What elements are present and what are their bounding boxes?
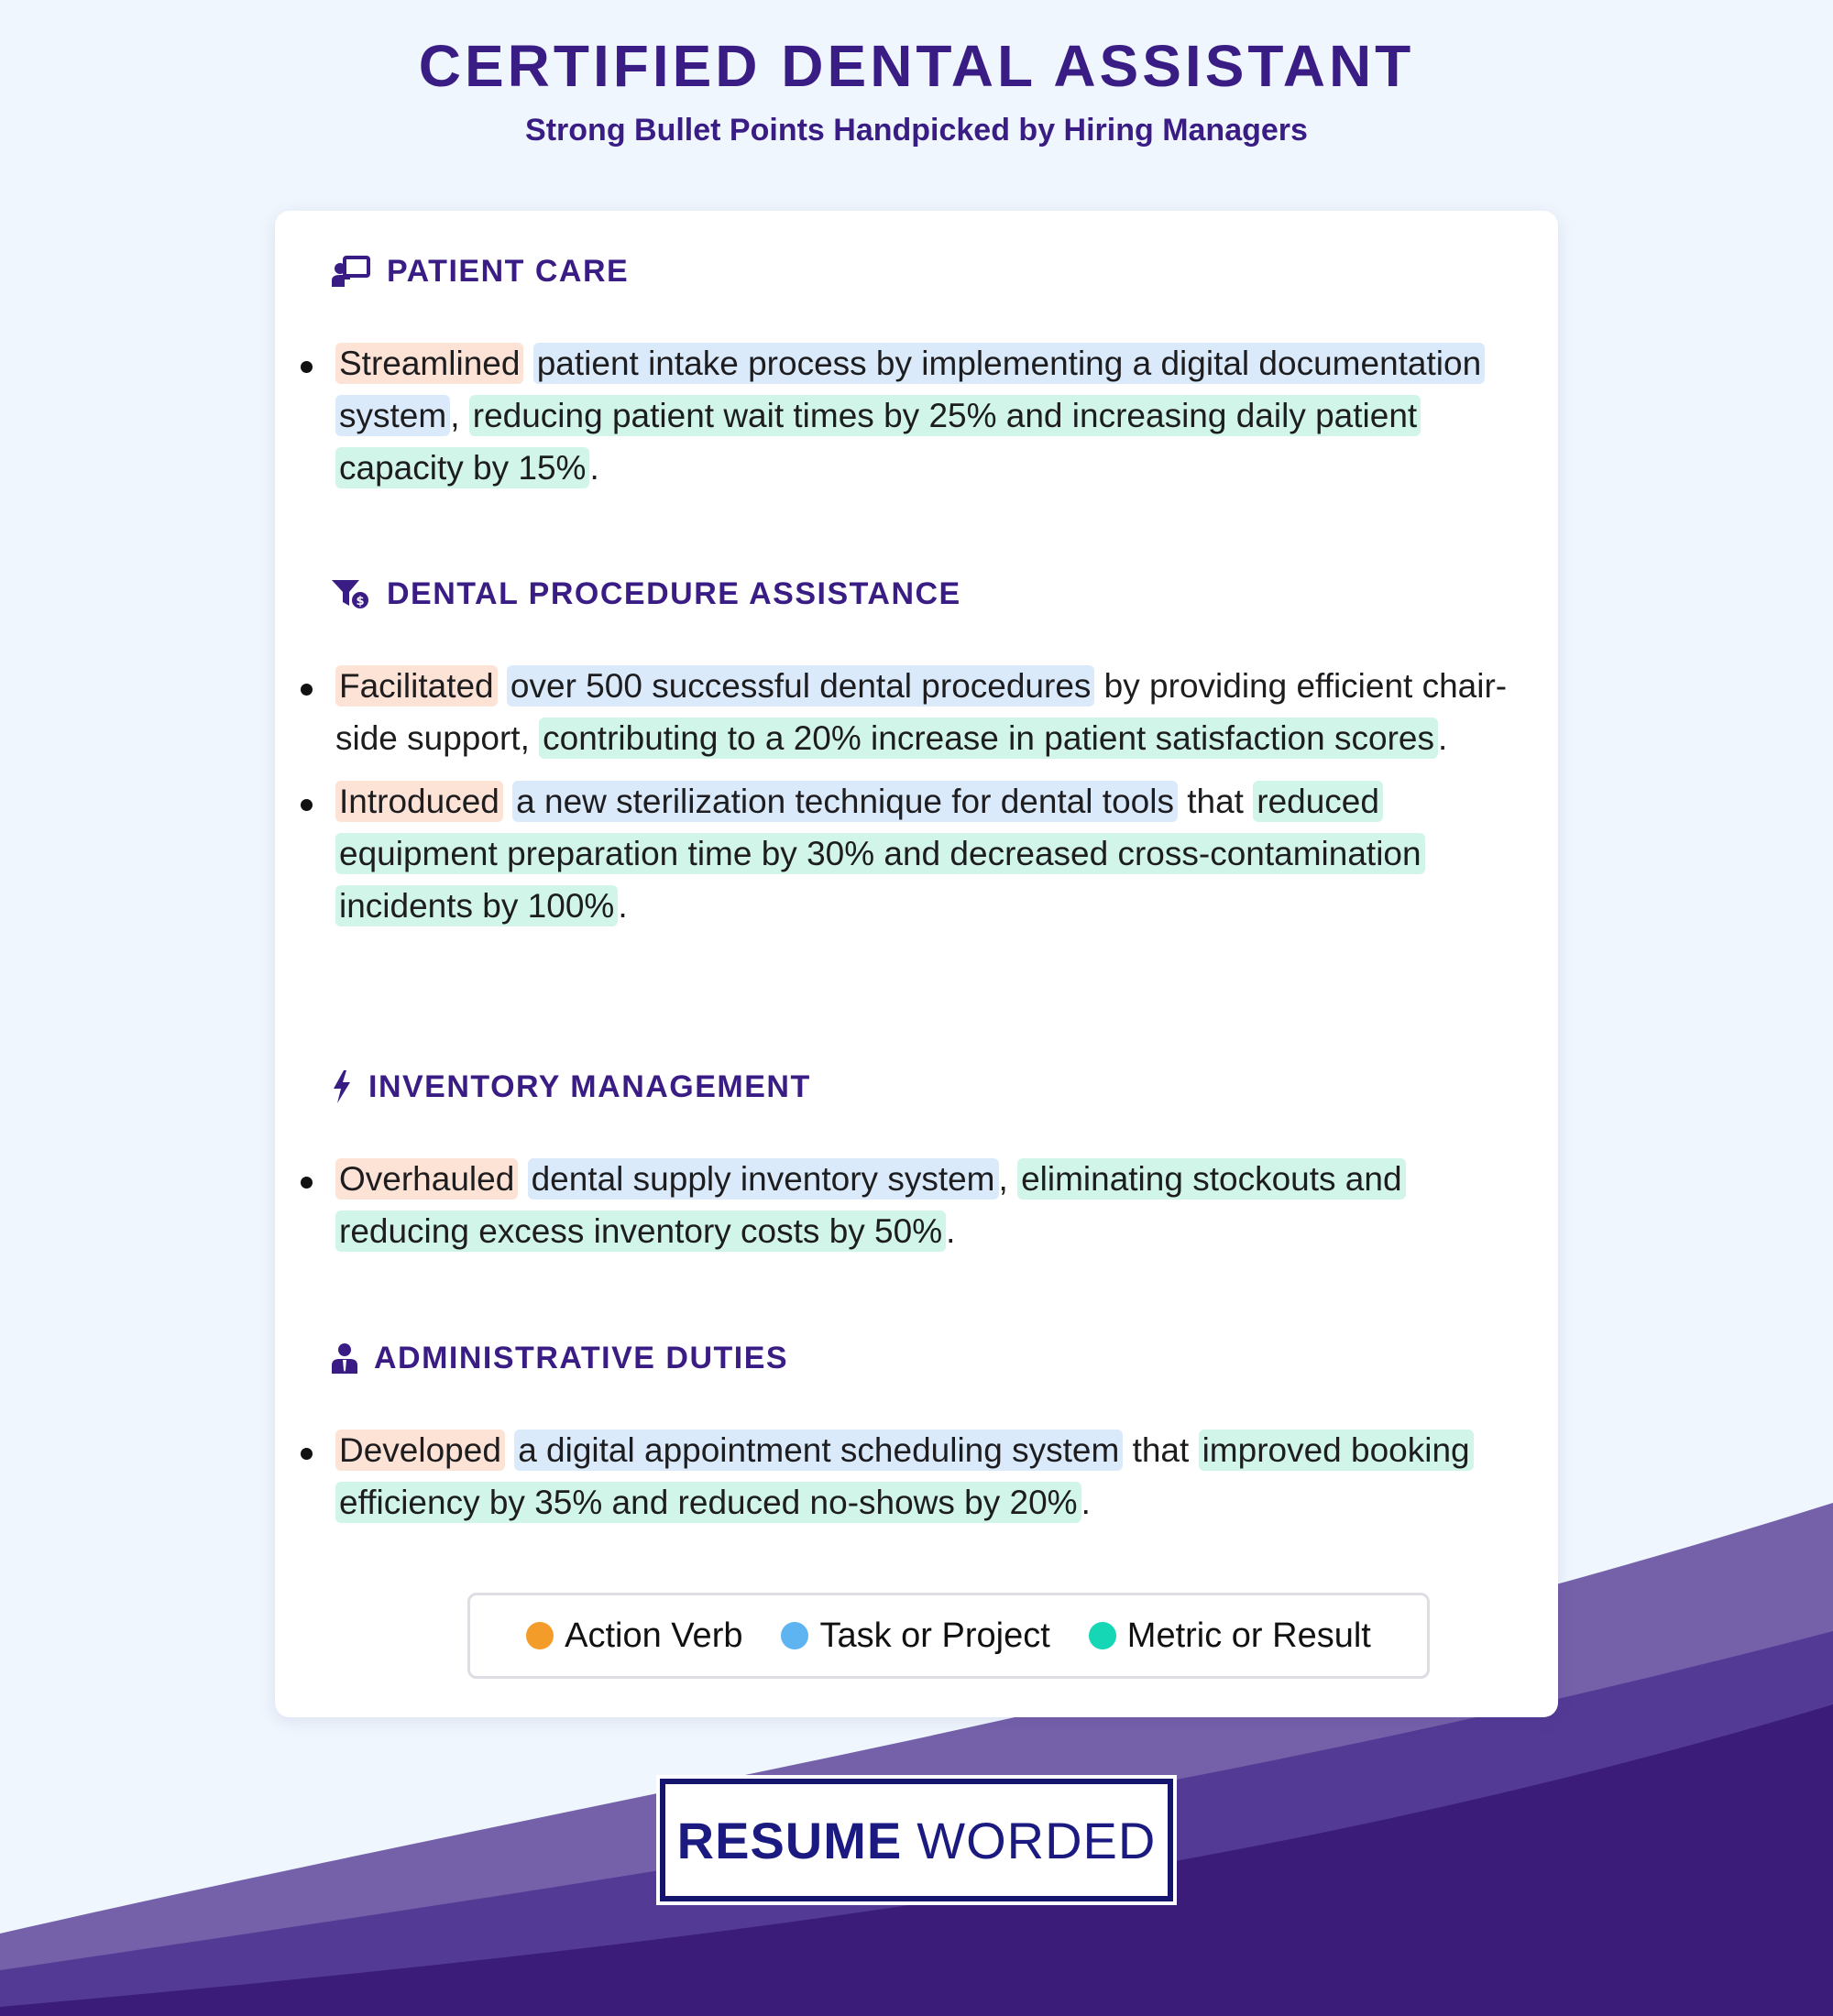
section-administrative-duties	[330, 1336, 1540, 1539]
section-heading	[330, 1065, 1540, 1109]
plain-text: .	[589, 449, 599, 487]
resume-worded-logo[interactable]	[660, 1779, 1173, 1901]
legend-item-metric-or-result	[1089, 1616, 1371, 1656]
bullet-dot	[301, 1448, 313, 1460]
task-or-project: over 500 successful dental procedures	[507, 665, 1094, 707]
bullet-list	[330, 337, 1540, 494]
metric-or-result: eliminating stockouts and reducing excess inventory costs by 50%	[335, 1158, 1406, 1252]
plain-text: by providing efficient chair-side support,	[335, 667, 1508, 757]
plain-text	[503, 783, 512, 820]
bullet-list	[330, 660, 1540, 932]
task-or-project: dental supply inventory system	[528, 1158, 999, 1200]
lightning-bolt-icon	[330, 1068, 354, 1105]
legend-item-action-verb	[526, 1616, 742, 1656]
plain-text: ,	[450, 397, 469, 434]
plain-text: that	[1177, 783, 1254, 820]
plain-text	[505, 1431, 514, 1469]
plain-text	[498, 667, 507, 705]
bullet-item	[330, 337, 1540, 494]
plain-text	[523, 345, 532, 382]
bullet-dot	[301, 684, 313, 696]
page-header	[0, 33, 1833, 148]
bullet-dot	[301, 1177, 313, 1189]
highlight-legend	[467, 1593, 1430, 1679]
plain-text: .	[1081, 1484, 1091, 1521]
section-heading	[330, 572, 1540, 616]
bullet-dot	[301, 361, 313, 373]
section-title: INVENTORY MANAGEMENT	[368, 1068, 811, 1104]
funnel-dollar-icon	[330, 575, 372, 612]
action-verb: Introduced	[335, 781, 503, 822]
section-title: ADMINISTRATIVE DUTIES	[374, 1340, 789, 1375]
plain-text: ,	[998, 1160, 1018, 1198]
legend-item-task-or-project	[781, 1616, 1049, 1656]
plain-text: that	[1123, 1431, 1199, 1469]
action-verb: Streamlined	[335, 343, 523, 384]
bullet-item	[330, 660, 1540, 764]
action-verb: Overhauled	[335, 1158, 518, 1200]
legend-label: Action Verb	[565, 1616, 743, 1655]
task-or-project: patient intake process by implementing a digital documentation system	[335, 343, 1485, 436]
plain-text: .	[618, 887, 628, 925]
user-tie-icon	[330, 1340, 359, 1376]
section-title: DENTAL PROCEDURE ASSISTANCE	[387, 575, 961, 611]
section-heading	[330, 249, 1540, 293]
logo-word-light: WORDED	[916, 1811, 1157, 1869]
bullet-list	[330, 1153, 1540, 1257]
bullet-list	[330, 1424, 1540, 1528]
bullet-points-card	[275, 211, 1558, 1717]
page-title: CERTIFIED DENTAL ASSISTANT	[418, 33, 1415, 99]
metric-or-result: reduced equipment preparation time by 30% and decreased cross-contamination incidents by 100%	[335, 781, 1425, 926]
action-verb: Facilitated	[335, 665, 498, 707]
section-dental-procedure-assistance	[330, 572, 1540, 943]
bullet-item	[330, 1153, 1540, 1257]
plain-text: .	[1437, 719, 1448, 757]
task-or-project: a digital appointment scheduling system	[514, 1430, 1123, 1471]
section-patient-care	[330, 249, 1540, 505]
svg-text:$: $	[356, 595, 365, 608]
bullet-item	[330, 1424, 1540, 1528]
presentation-board-icon	[330, 253, 372, 290]
task-or-project: a new sterilization technique for dental tools	[512, 781, 1178, 822]
page-subtitle: Strong Bullet Points Handpicked by Hiring Managers	[525, 113, 1308, 148]
orange-dot-icon	[526, 1622, 554, 1649]
bullet-item	[330, 775, 1540, 932]
metric-or-result: contributing to a 20% increase in patient satisfaction scores	[539, 718, 1438, 759]
teal-dot-icon	[1089, 1622, 1116, 1649]
action-verb: Developed	[335, 1430, 505, 1471]
plain-text: .	[946, 1212, 956, 1250]
metric-or-result: improved booking efficiency by 35% and reduced no-shows by 20%	[335, 1430, 1474, 1523]
logo-word-bold: RESUME	[676, 1811, 903, 1869]
bullet-dot	[301, 799, 313, 811]
metric-or-result: reducing patient wait times by 25% and increasing daily patient capacity by 15%	[335, 395, 1421, 488]
section-heading	[330, 1336, 1540, 1380]
legend-label: Metric or Result	[1126, 1616, 1371, 1655]
section-inventory-management	[330, 1065, 1540, 1268]
section-title: PATIENT CARE	[387, 253, 630, 289]
legend-label: Task or Project	[819, 1616, 1050, 1655]
plain-text	[518, 1160, 527, 1198]
blue-dot-icon	[781, 1622, 808, 1649]
